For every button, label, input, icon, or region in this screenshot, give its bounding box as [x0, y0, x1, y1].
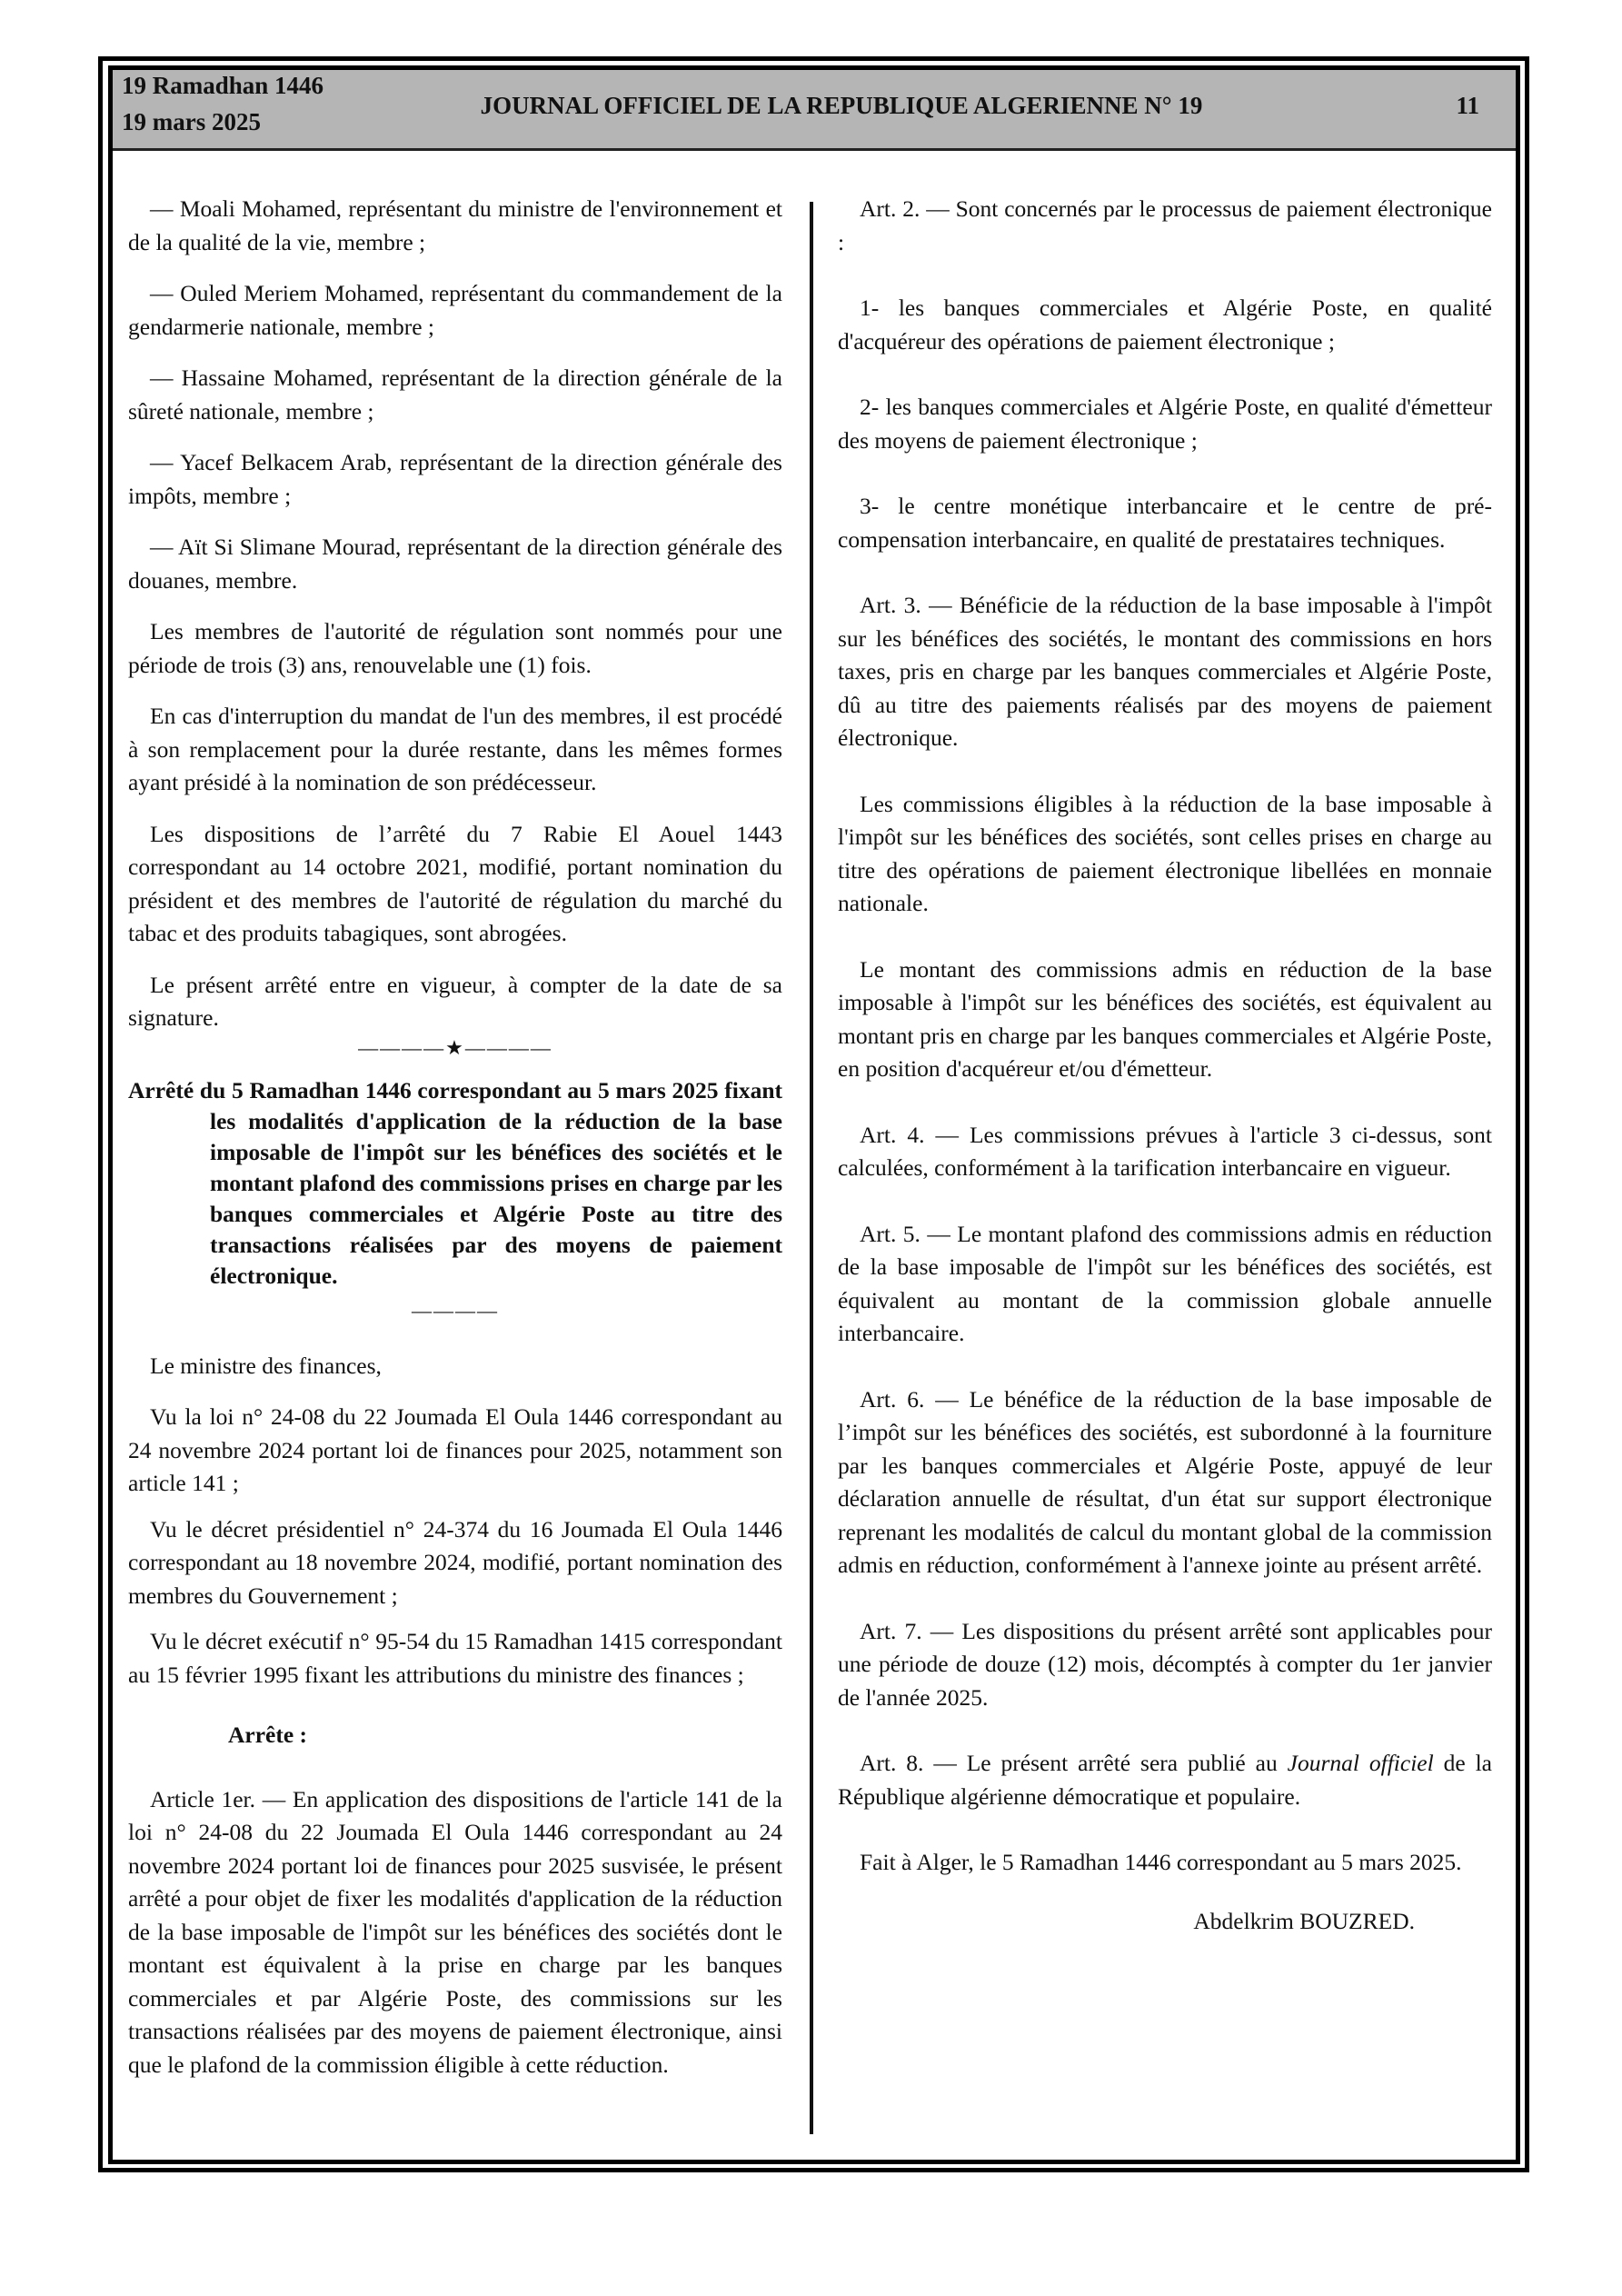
member-item: — Yacef Belkacem Arab, représentant de la direction générale des impôts, membre ;: [128, 449, 782, 509]
article-8-text-end: de la République algérienne démocratique et populaire.: [838, 1750, 1493, 1810]
article-8-text: Art. 8. — Le présent arrêté sera publié au: [860, 1750, 1288, 1776]
paragraph: Le présent arrêté entre en vigueur, à compter de la date de sa signature.: [128, 971, 782, 1031]
article-5: Art. 5. — Le montant plafond des commissions admis en réduction de la base imposable de l'impôt sur les bénéfices des sociétés, est équivalent au montant de la commission globale annuelle interbancaire.: [838, 1220, 1492, 1346]
member-item: — Moali Mohamed, représentant du ministre de l'environnement et de la qualité de la vie, membre ;: [128, 195, 782, 255]
member-item: — Aït Si Slimane Mourad, représentant de la direction générale des douanes, membre.: [128, 534, 782, 594]
right-column: [838, 193, 1492, 1938]
paragraph: Les dispositions de l’arrêté du 7 Rabie El Aouel 1443 correspondant au 14 octobre 2021, modifié, portant nomination du président et des membres de l'autorité de régulation du marché du tabac et des produits tabagiques, sont abrogées.: [128, 820, 782, 946]
journal-header: [113, 70, 1516, 151]
paragraph: En cas d'interruption du mandat de l'un des membres, il est procédé à son remplacement pour la durée restante, dans les mêmes formes ayant présidé à la nomination de son prédécesseur.: [128, 703, 782, 795]
member-item: — Hassaine Mohamed, représentant de la direction générale de la sûreté nationale, membre ;: [128, 364, 782, 424]
signature: Abdelkrim BOUZRED.: [1193, 1907, 1415, 1934]
done-at: Fait à Alger, le 5 Ramadhan 1446 correspondant au 5 mars 2025.: [860, 1849, 1462, 1875]
article-3-paragraph: Le montant des commissions admis en réduction de la base imposable à l'impôt sur les bénéfices des sociétés, est équivalent au montant pris en charge par les banques commerciales et Algérie Poste, en position d'acquéreur et/ou d'émetteur.: [838, 955, 1492, 1082]
article-8: [838, 1747, 1492, 1813]
article-2-intro: Art. 2. — Sont concernés par le processus de paiement électronique :: [838, 195, 1492, 255]
article-1: Article 1er. — En application des dispositions de l'article 141 de la loi n° 24-08 du 22 Joumada El Oula 1446 correspondant au 24 novembre 2024 portant loi de finances pour 2025 susvisée, le présent arrêté a pour objet de fixer les modalités d'application de la réduction de la base imposable de l'impôt sur les bénéfices des sociétés dont le montant est équivalent à la prise en charge par les banques commerciales et par Algérie Poste, des commissions sur les transactions réalisées par des moyens de paiement électronique, ainsi que le plafond de la commission éligible à cette réduction.: [128, 1785, 782, 2078]
gregorian-date: 19 mars 2025: [122, 108, 261, 135]
visa-item: Vu le décret exécutif n° 95-54 du 15 Ramadhan 1415 correspondant au 15 février 1995 fixant les attributions du ministre des finances ;: [128, 1628, 782, 1688]
article-2-item: 1- les banques commerciales et Algérie Poste, en qualité d'acquéreur des opérations de paiement électronique ;: [838, 294, 1492, 354]
article-3: Art. 3. — Bénéficie de la réduction de la base imposable à l'impôt sur les bénéfices des sociétés, le montant des commissions en hors taxes, pris en charge par les banques commerciales et Algérie Poste, dû au titre des paiements réalisés par des moyens de paiement électronique.: [838, 592, 1492, 751]
article-4: Art. 4. — Les commissions prévues à l'article 3 ci-dessus, sont calculées, conformément à la tarification interbancaire en vigueur.: [838, 1121, 1492, 1181]
short-separator: ————: [412, 1298, 499, 1322]
column-divider: [810, 202, 813, 2134]
journal-title: JOURNAL OFFICIEL DE LA REPUBLIQUE ALGERIENNE N° 19: [480, 92, 1203, 119]
article-7: Art. 7. — Les dispositions du présent arrêté sont applicables pour une période de douze (12) mois, décomptés à compter du 1er janvier de l'année 2025.: [838, 1617, 1492, 1711]
hijri-date: 19 Ramadhan 1446: [122, 72, 324, 99]
minister-line: Le ministre des finances,: [150, 1352, 382, 1379]
journal-officiel-italic: Journal officiel: [1287, 1750, 1434, 1776]
left-column: [128, 193, 782, 2100]
article-3-paragraph: Les commissions éligibles à la réduction de la base imposable à l'impôt sur les bénéfices des sociétés, sont celles prises en charge au titre des opérations de paiement électronique libellées en monnaie nationale.: [838, 790, 1492, 916]
visa-item: Vu la loi n° 24-08 du 22 Joumada El Oula 1446 correspondant au 24 novembre 2024 portant loi de finances pour 2025, notamment son article 141 ;: [128, 1403, 782, 1496]
visa-item: Vu le décret présidentiel n° 24-374 du 16 Joumada El Oula 1446 correspondant au 18 novembre 2024, modifié, portant nomination des membres du Gouvernement ;: [128, 1515, 782, 1609]
page-number: 11: [1456, 92, 1479, 119]
arrete-label: Arrête :: [228, 1722, 308, 1748]
article-2-item: 3- le centre monétique interbancaire et le centre de pré-compensation interbancaire, en qualité de prestataires techniques.: [838, 493, 1492, 553]
member-item: — Ouled Meriem Mohamed, représentant du commandement de la gendarmerie nationale, membre ;: [128, 280, 782, 340]
star-separator: ————★————: [358, 1035, 552, 1059]
article-6: Art. 6. — Le bénéfice de la réduction de la base imposable de l’impôt sur les bénéfices des sociétés, est subordonné à la fourniture par les banques commerciales et Algérie Poste, appuyé de leur déclaration annuelle de résultat, d'un état sur support électronique reprenant les modalités de calcul du montant global de la commission admis en réduction, conformément à l'annexe jointe au présent arrêté.: [838, 1385, 1492, 1578]
paragraph: Les membres de l'autorité de régulation sont nommés pour une période de trois (3) ans, renouvelable une (1) fois.: [128, 618, 782, 678]
article-2-item: 2- les banques commerciales et Algérie Poste, en qualité d'émetteur des moyens de paiement électronique ;: [838, 394, 1492, 454]
arrete-title: Arrêté du 5 Ramadhan 1446 correspondant au 5 mars 2025 fixant les modalités d'application de la réduction de la base imposable de l'impôt sur les bénéfices des sociétés et le montant plafond des commissions prises en charge par les banques commerciales et Algérie Poste au titre des transactions réalisées par des moyens de paiement électronique.: [128, 1076, 782, 1289]
